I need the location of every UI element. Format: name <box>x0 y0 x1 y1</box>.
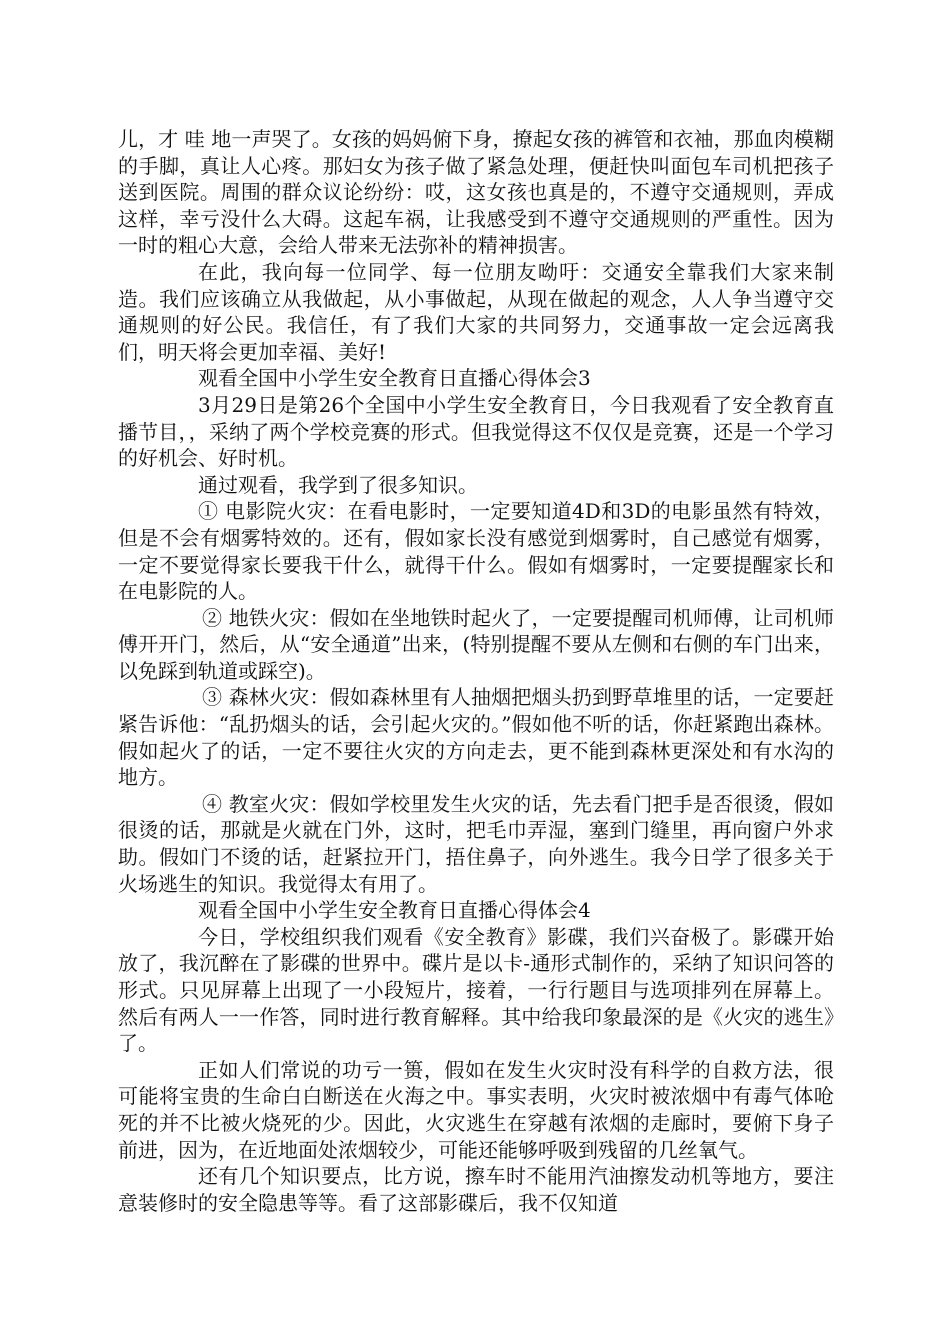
section-heading-3: 观看全国中小学生安全教育日直播心得体会3 <box>198 366 591 391</box>
paragraph-video-intro: 今日，学校组织我们观看《安全教育》影碟，我们兴奋极了。影碟开始放了，我沉醉在了影碟的世界中。碟片是以卡-通形式制作的，采纳了知识问答的形式。只见屏幕上出现了一小段短片，接着，一行行题目与选项排列在屏幕上。然后有两人一一作答，同时进行教育解释。其中给我印象最深的是《火灾的逃生》了。 <box>118 924 834 1056</box>
paragraph-fire-escape: 正如人们常说的功亏一篑，假如在发生火灾时没有科学的自救方法，很可能将宝贵的生命白白断送在火海之中。事实表明，火灾时被浓烟中有毒气体呛死的并不比被火烧死的少。因此，火灾逃生在穿越有浓烟的走廊时，要俯下身子前进，因为，在近地面处浓烟较少，可能还能够呼吸到残留的几丝氧气。 <box>118 1057 834 1162</box>
list-item-cinema-fire: ① 电影院火灾：在看电影时，一定要知道4D和3D的电影虽然有特效，但是不会有烟雾特效的。还有，假如家长没有感觉到烟雾时，自己感觉有烟雾，一定不要觉得家长要我干什么，就得干什么。假如有烟雾时，一定要提醒家长和在电影院的人。 <box>118 499 834 604</box>
list-item-classroom-fire: ④ 教室火灾：假如学校里发生火灾的话，先去看门把手是否很烫，假如很烫的话，那就是火就在门外，这时，把毛巾弄湿，塞到门缝里，再向窗户外求助。假如门不烫的话，赶紧拉开门，捂住鼻子，向外逃生。我今日学了很多关于火场逃生的知识。我觉得太有用了。 <box>118 791 834 896</box>
document-body <box>118 126 834 1216</box>
paragraph-knowledge-points: 还有几个知识要点，比方说，擦车时不能用汽油擦发动机等地方，要注意装修时的安全隐患等等。看了这部影碟后，我不仅知道 <box>118 1164 834 1215</box>
paragraph-education-day: 3月29日是第26个全国中小学生安全教育日，今日我观看了安全教育直播节目，，采纳了两个学校竞赛的形式。但我觉得这不仅仅是竞赛，还是一个学习的好机会、好时机。 <box>118 392 834 471</box>
list-item-subway-fire: ② 地铁火灾：假如在坐地铁时起火了，一定要提醒司机师傅，让司机师傅开开门，然后，从“安全通道”出来，(特别提醒不要从左侧和右侧的车门出来，以免踩到轨道或踩空)。 <box>118 605 834 683</box>
list-item-forest-fire: ③ 森林火灾：假如森林里有人抽烟把烟头扔到野草堆里的话，一定要赶紧告诉他：“乱扔烟头的话，会引起火灾的。”假如他不听的话，你赶紧跑出森林。假如起火了的话，一定不要往火灾的方向走去，更不能到森林更深处和有水沟的地方。 <box>118 685 834 790</box>
paragraph-appeal: 在此，我向每一位同学、每一位朋友呦吁：交通安全靠我们大家来制造。我们应该确立从我做起，从小事做起，从现在做起的观念，人人争当遵守交通规则的好公民。我信任，有了我们大家的共同努力，交通事故一定会远离我们，明天将会更加幸福、美好! <box>118 259 834 364</box>
section-heading-4: 观看全国中小学生安全教育日直播心得体会4 <box>198 898 591 923</box>
paragraph-accident-story: 儿，才 哇 地一声哭了。女孩的妈妈俯下身，撩起女孩的裤管和衣袖，那血肉模糊的手脚，真让人心疼。那妇女为孩子做了紧急处理，便赶快叫面包车司机把孩子送到医院。周围的群众议论纷纷：哎，这女孩也真是的，不遵守交通规则，弄成这样，幸亏没什么大碍。这起车祸，让我感受到不遵守交通规则的严重性。因为一时的粗心大意，会给人带来无法弥补的精神损害。 <box>118 127 834 258</box>
paragraph-learned: 通过观看，我学到了很多知识。 <box>198 472 478 497</box>
